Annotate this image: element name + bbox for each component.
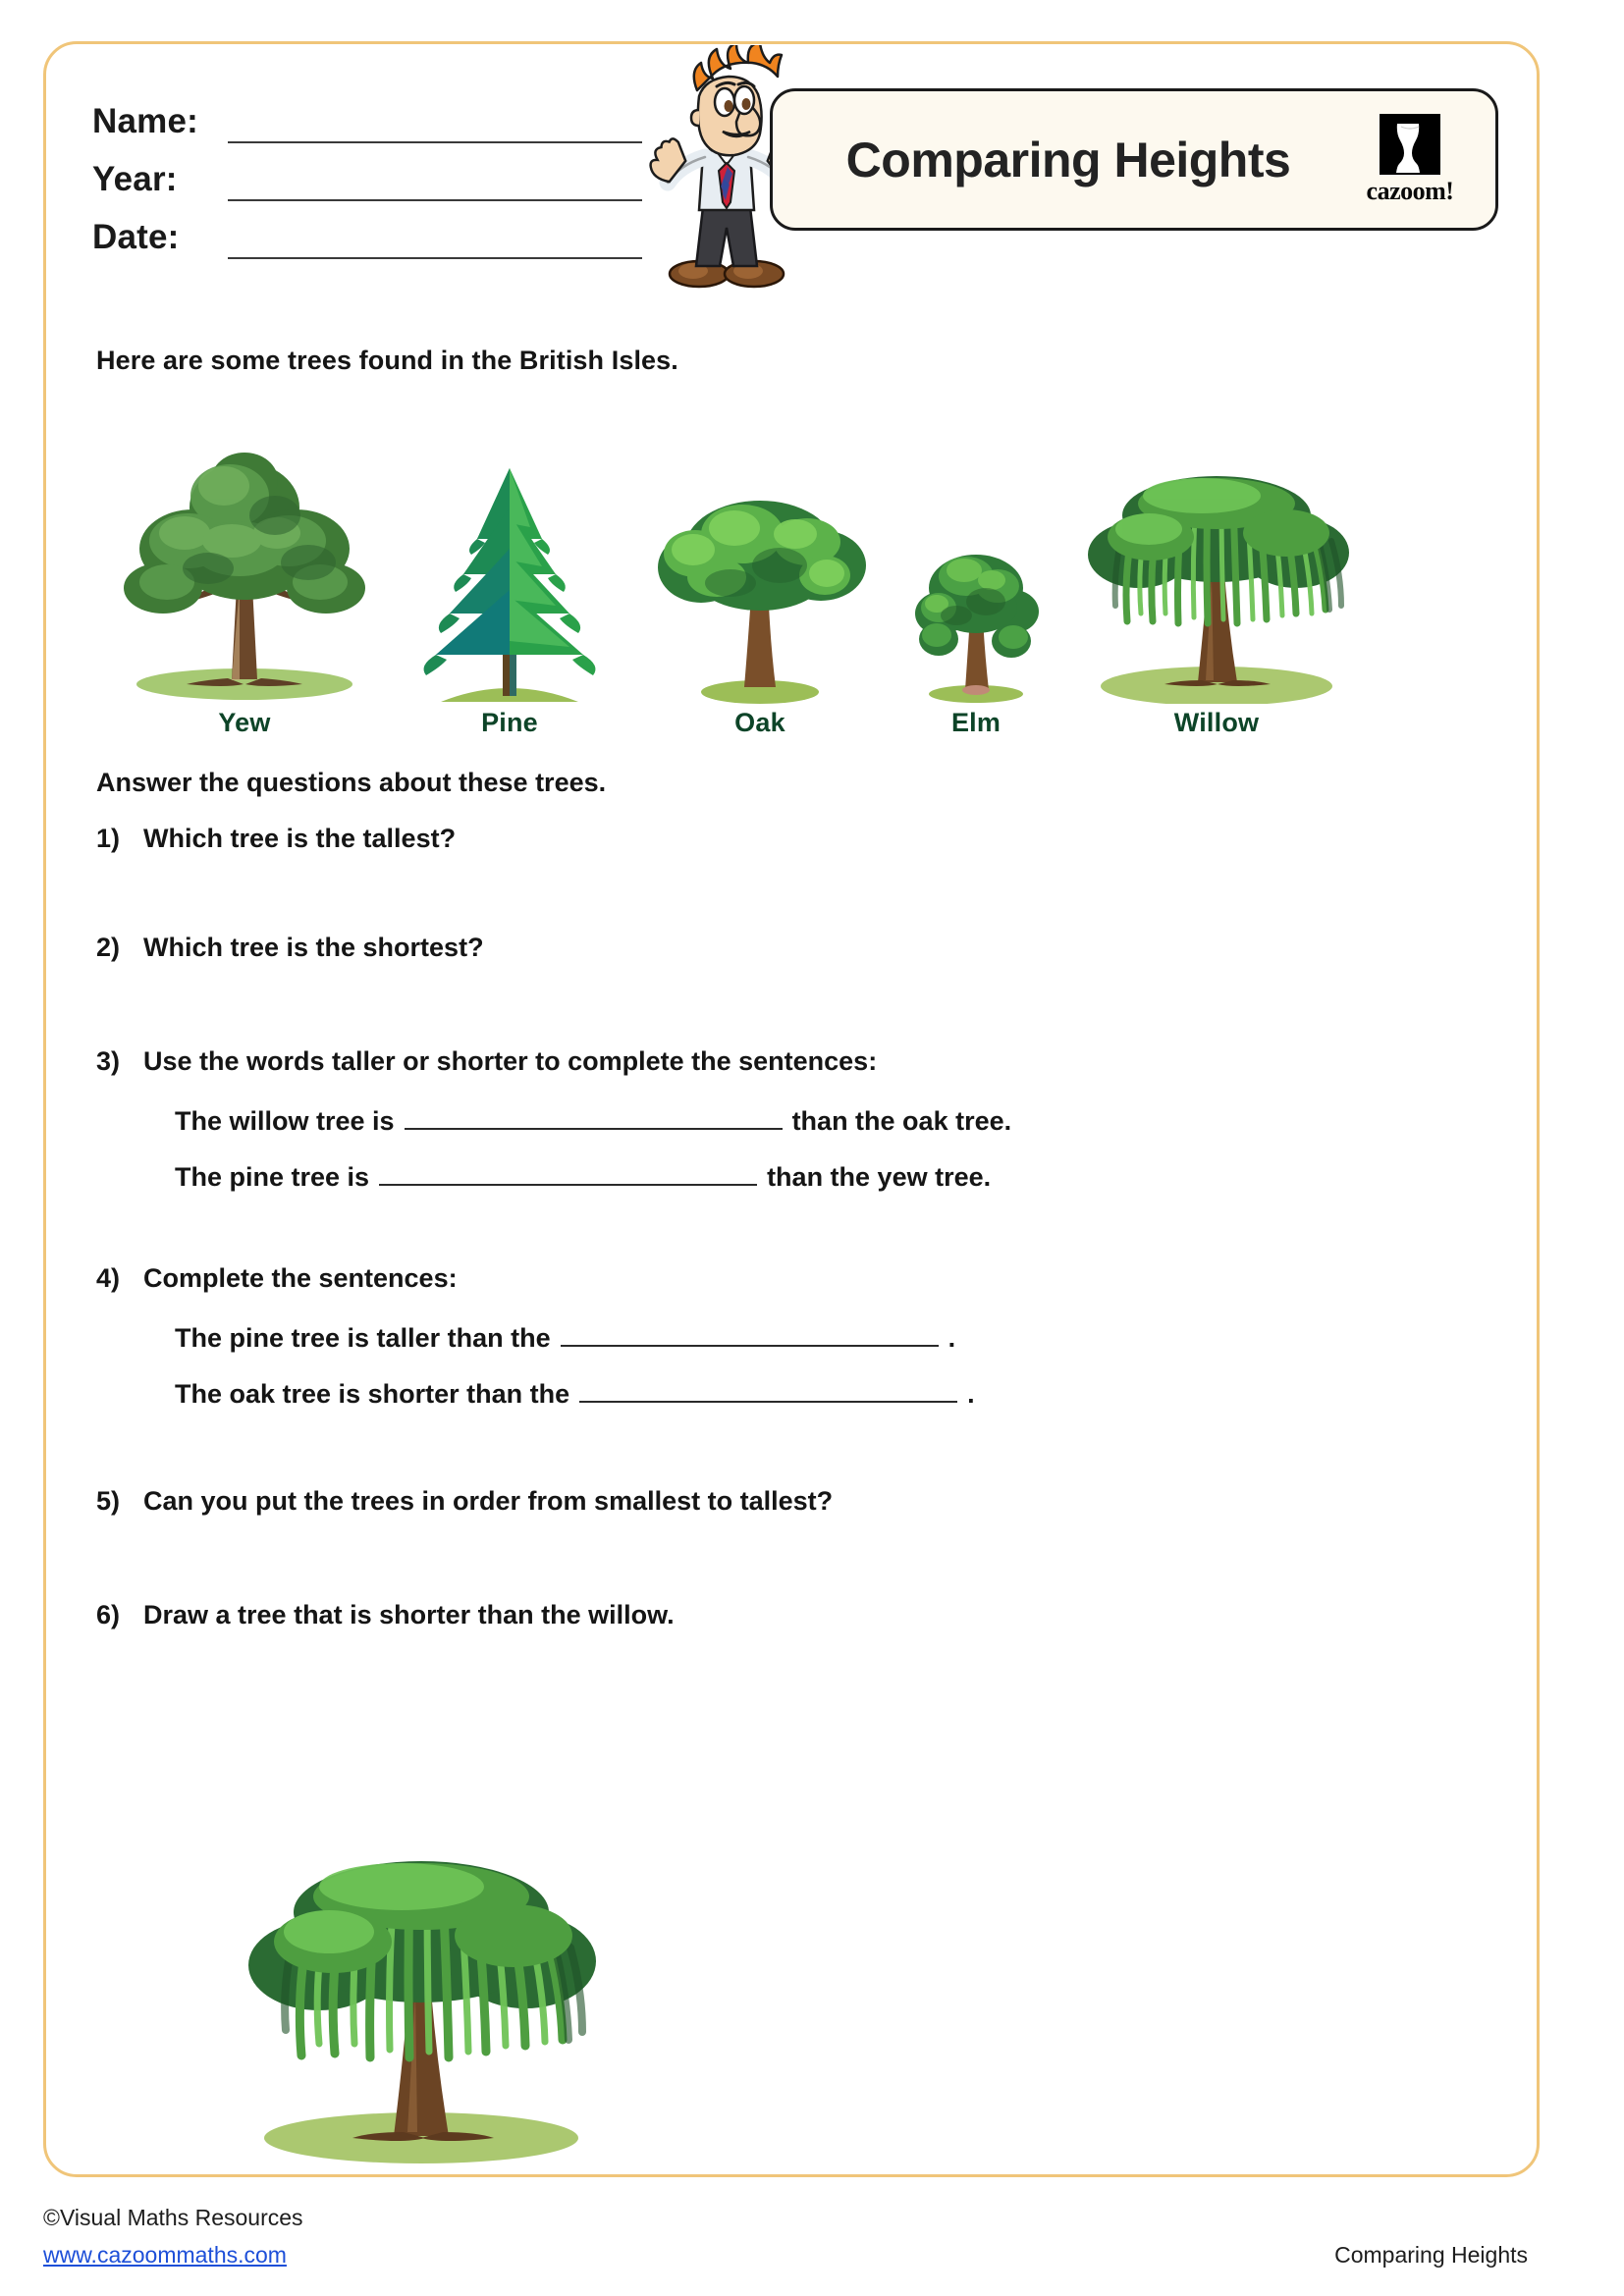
question-3-sentence-2-after: than the yew tree. bbox=[767, 1162, 992, 1192]
yew-tree-image bbox=[102, 439, 387, 704]
question-4 bbox=[96, 1263, 1510, 1294]
question-3-sentence-2-before: The pine tree is bbox=[175, 1162, 370, 1192]
intro-text: Here are some trees found in the British Isles. bbox=[96, 346, 678, 375]
question-1-number: 1) bbox=[96, 824, 121, 853]
question-4-answer-blank-2[interactable] bbox=[579, 1371, 957, 1403]
question-3-answer-blank-2[interactable] bbox=[379, 1154, 757, 1186]
question-6-number: 6) bbox=[96, 1600, 121, 1629]
question-6 bbox=[96, 1600, 1510, 1630]
question-2-number: 2) bbox=[96, 933, 121, 962]
date-input-line[interactable] bbox=[228, 218, 642, 259]
footer-left-block bbox=[43, 2199, 303, 2273]
question-5 bbox=[96, 1486, 1510, 1517]
tree-label-pine: Pine bbox=[481, 708, 538, 737]
tree-label-willow: Willow bbox=[1173, 708, 1260, 737]
question-4-sentence-1-before: The pine tree is taller than the bbox=[175, 1323, 551, 1353]
willow-tree-image bbox=[1064, 468, 1369, 704]
worksheet-header bbox=[43, 41, 1540, 287]
tree-label-oak: Oak bbox=[734, 708, 785, 737]
student-info-fields bbox=[92, 85, 642, 259]
tree-gallery bbox=[63, 395, 1526, 738]
cazoom-wordmark: cazoom! bbox=[1366, 176, 1454, 205]
copyright-text: ©Visual Maths Resources bbox=[43, 2205, 303, 2230]
question-4-sentence-1-after: . bbox=[947, 1323, 956, 1353]
page-title: Comparing Heights bbox=[845, 132, 1291, 187]
question-5-text: Can you put the trees in order from smallest to tallest? bbox=[143, 1486, 834, 1516]
name-field-label: Name: bbox=[92, 102, 198, 140]
oak-tree-image bbox=[632, 493, 888, 704]
questions-heading: Answer the questions about these trees. bbox=[96, 768, 607, 797]
question-3-answer-blank-1[interactable] bbox=[405, 1098, 783, 1130]
question-4-number: 4) bbox=[96, 1263, 121, 1293]
question-4-sentence-2-before: The oak tree is shorter than the bbox=[175, 1379, 570, 1409]
year-field-label: Year: bbox=[92, 160, 178, 198]
cazoommaths-website-link[interactable]: www.cazoommaths.com bbox=[43, 2242, 287, 2268]
elm-tree-image bbox=[888, 547, 1064, 704]
question-6-text: Draw a tree that is shorter than the willow. bbox=[143, 1600, 675, 1629]
date-field-label: Date: bbox=[92, 218, 180, 256]
pine-tree-image bbox=[387, 458, 632, 704]
question-4-sentence-1 bbox=[96, 1315, 1510, 1354]
footer-sheet-title: Comparing Heights bbox=[1334, 2242, 1528, 2268]
question-2-text: Which tree is the shortest? bbox=[143, 933, 484, 962]
question-4-text: Complete the sentences: bbox=[143, 1263, 458, 1293]
tree-label-elm: Elm bbox=[950, 708, 1001, 737]
tree-card-elm bbox=[888, 547, 1064, 738]
question-3-text: Use the words taller or shorter to complete the sentences: bbox=[143, 1046, 878, 1076]
name-field-row bbox=[92, 85, 642, 143]
tree-card-oak bbox=[632, 493, 888, 738]
question-1 bbox=[96, 824, 1510, 854]
questions-section bbox=[96, 768, 1510, 1630]
question-3 bbox=[96, 1046, 1510, 1077]
question-3-sentence-2 bbox=[96, 1154, 1510, 1193]
question-3-sentence-1 bbox=[96, 1098, 1510, 1137]
date-field-row bbox=[92, 201, 642, 259]
name-input-line[interactable] bbox=[228, 102, 642, 143]
question-4-sentence-2 bbox=[96, 1371, 1510, 1410]
year-input-line[interactable] bbox=[228, 160, 642, 201]
worksheet-title-box bbox=[770, 88, 1498, 231]
tree-card-yew bbox=[102, 439, 387, 738]
tree-card-willow bbox=[1064, 468, 1369, 738]
question-2 bbox=[96, 933, 1510, 963]
cazoom-goblet-icon bbox=[1380, 114, 1440, 175]
question-4-answer-blank-1[interactable] bbox=[561, 1315, 939, 1347]
question-3-sentence-1-after: than the oak tree. bbox=[791, 1106, 1012, 1136]
question-3-number: 3) bbox=[96, 1046, 121, 1076]
year-field-row bbox=[92, 143, 642, 201]
question-1-text: Which tree is the tallest? bbox=[143, 824, 457, 853]
question-5-number: 5) bbox=[96, 1486, 121, 1516]
willow-tree-drawing-image bbox=[225, 1847, 618, 2171]
question-3-sentence-1-before: The willow tree is bbox=[175, 1106, 395, 1136]
tree-card-pine bbox=[387, 458, 632, 738]
question-4-sentence-2-after: . bbox=[967, 1379, 975, 1409]
tree-label-yew: Yew bbox=[218, 708, 271, 737]
cazoom-logo bbox=[1338, 114, 1482, 206]
